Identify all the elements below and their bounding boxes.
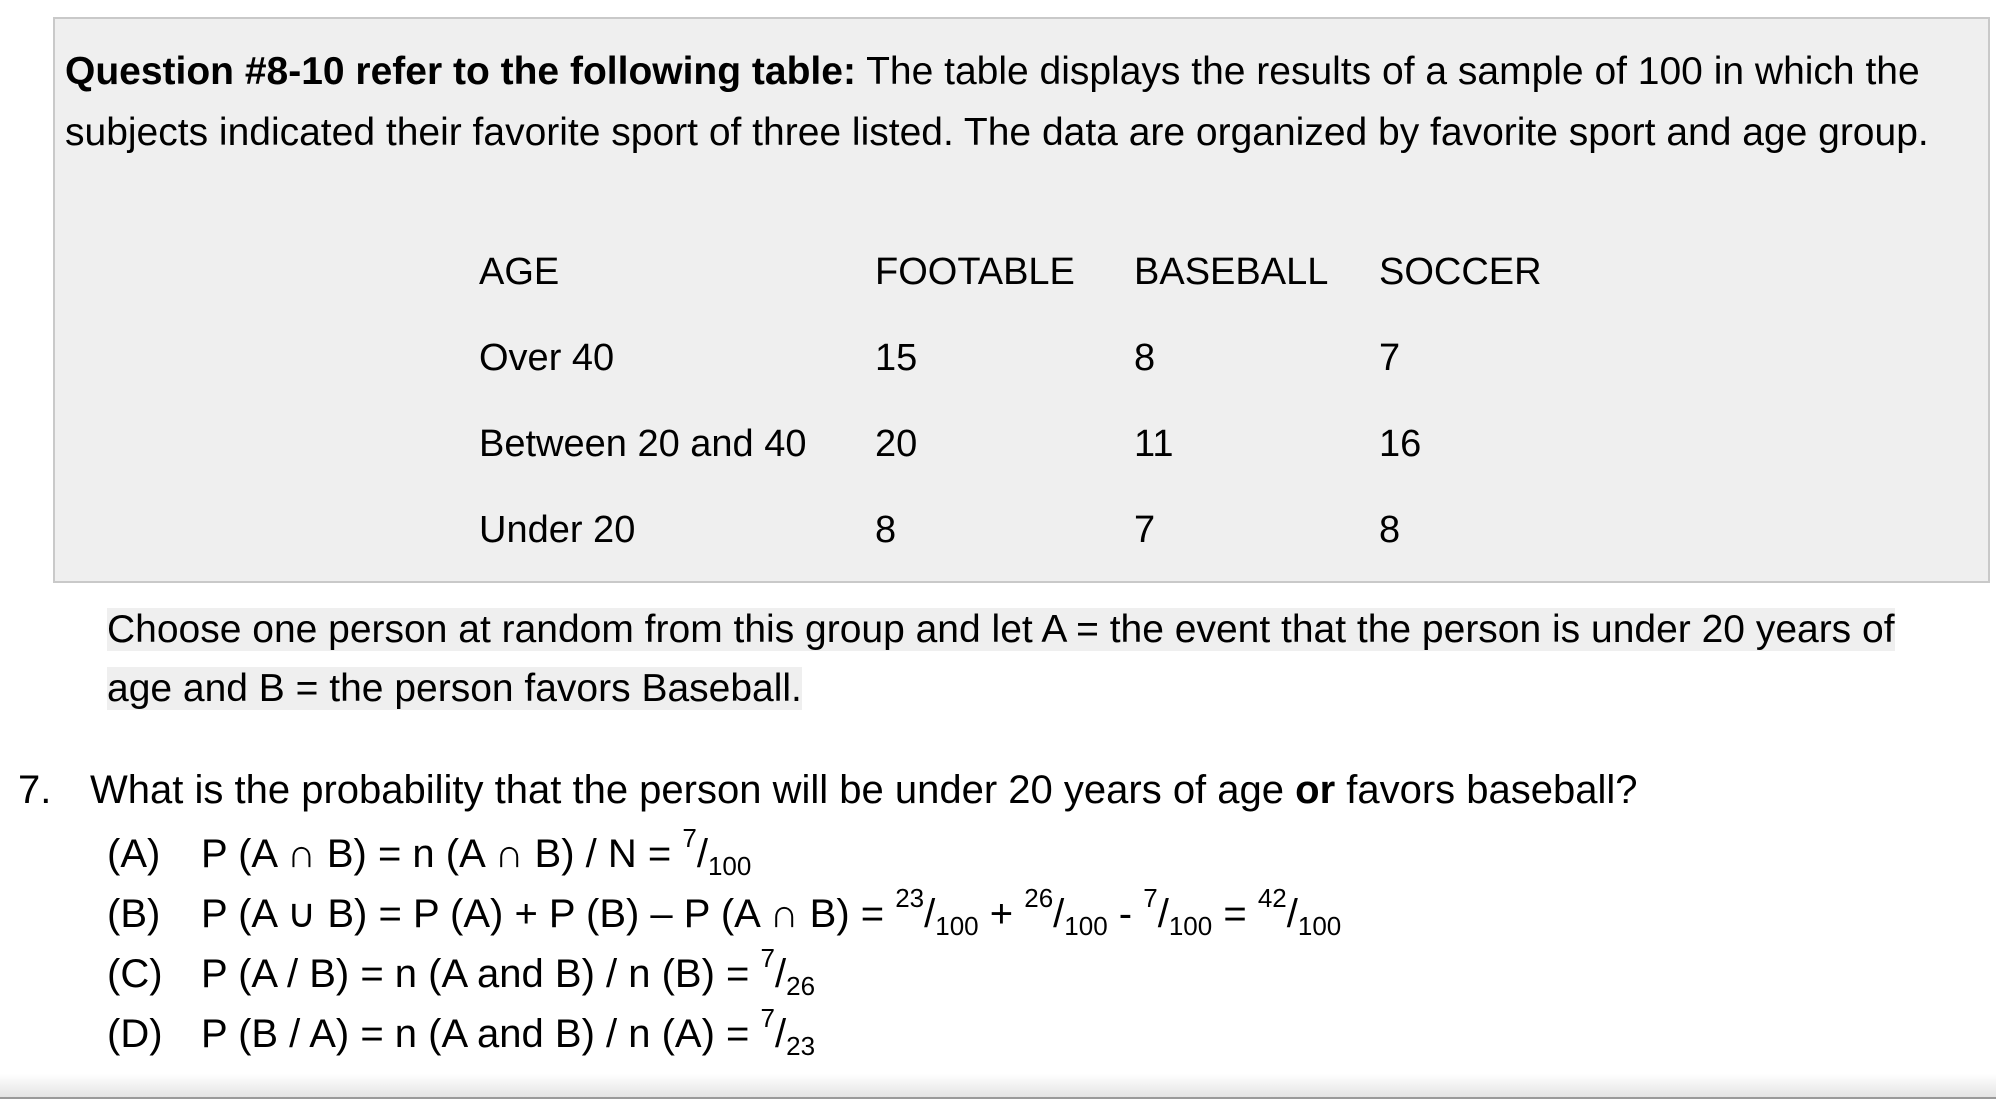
intro-text: The table displays the results of a sample of 100 in which the subjects indicated their favorite sport of three listed. The data are organized by favorite sport and age group. — [65, 50, 1929, 154]
table-cell-baseball: 7 — [1134, 509, 1156, 551]
table-cell-soccer: 8 — [1379, 509, 1401, 551]
option-expression: P (A / B) = n (A and B) / n (B) = — [201, 952, 761, 996]
option-letter: (B) — [107, 892, 161, 936]
bottom-edge — [0, 1074, 1996, 1099]
table-cell-soccer: 16 — [1379, 423, 1422, 465]
table-cell-football: 15 — [875, 337, 918, 379]
question-number: 7. — [18, 768, 52, 812]
table-cell-football: 20 — [875, 423, 918, 465]
table-cell-age: Between 20 and 40 — [479, 423, 807, 465]
option-letter: (C) — [107, 952, 163, 996]
table-cell-age: Under 20 — [479, 509, 636, 551]
option-letter: (A) — [107, 832, 161, 876]
answer-option-d[interactable]: (D) P (B / A) = n (A and B) / n $(A) = ^7/_{23}$ — [107, 1003, 816, 1061]
table-cell-football: 8 — [875, 509, 897, 551]
table-cell-age: Over 40 — [479, 337, 615, 379]
table-header-soccer: SOCCER — [1379, 251, 1542, 293]
table-header-football: FOOTABLE — [875, 251, 1075, 293]
option-expression: P (A ∩ B) = n (A ∩ B) / N = — [201, 832, 683, 876]
answer-option-c[interactable]: (C) P (A / B) = n (A and B) / n $(B) = ^7/_{26}$ — [107, 943, 816, 1001]
sports-table — [55, 19, 1988, 581]
table-cell-soccer: 7 — [1379, 337, 1401, 379]
scenario-text: Choose one person at random from this group and let A = the event that the person is under 20 years of age and B = the person favors Baseball. — [107, 608, 1895, 710]
question-emphasis: or — [1295, 768, 1336, 812]
question-text: What is the probability that the person will be under 20 years of age or favors baseball? — [90, 768, 1638, 812]
option-letter: (D) — [107, 1012, 163, 1056]
answer-option-b[interactable]: (B) P (A ∪ B) = P (A) + P (B) – P (A ∩ $B) = ^{23}/_{100} + ^{26}/_{100} - ^7/_{100} = ^{42}/_{100}$ — [107, 883, 1342, 941]
table-header-baseball: BASEBALL — [1134, 251, 1329, 293]
intro-heading: Question #8-10 refer to the following table: — [65, 50, 856, 93]
table-cell-baseball: 8 — [1134, 337, 1156, 379]
table-header-age: AGE — [479, 251, 560, 293]
table-cell-baseball: 11 — [1134, 423, 1174, 465]
table-panel — [53, 17, 1990, 583]
answer-option-a[interactable]: (A) P (A ∩ B) = n (A ∩ $B) / N = ^7/_{100}$ — [107, 823, 752, 881]
option-expression: P (B / A) = n (A and B) / n (A) = — [201, 1012, 761, 1056]
option-expression: P (A ∪ B) = P (A) + P (B) – P (A ∩ B) = — [201, 892, 896, 936]
